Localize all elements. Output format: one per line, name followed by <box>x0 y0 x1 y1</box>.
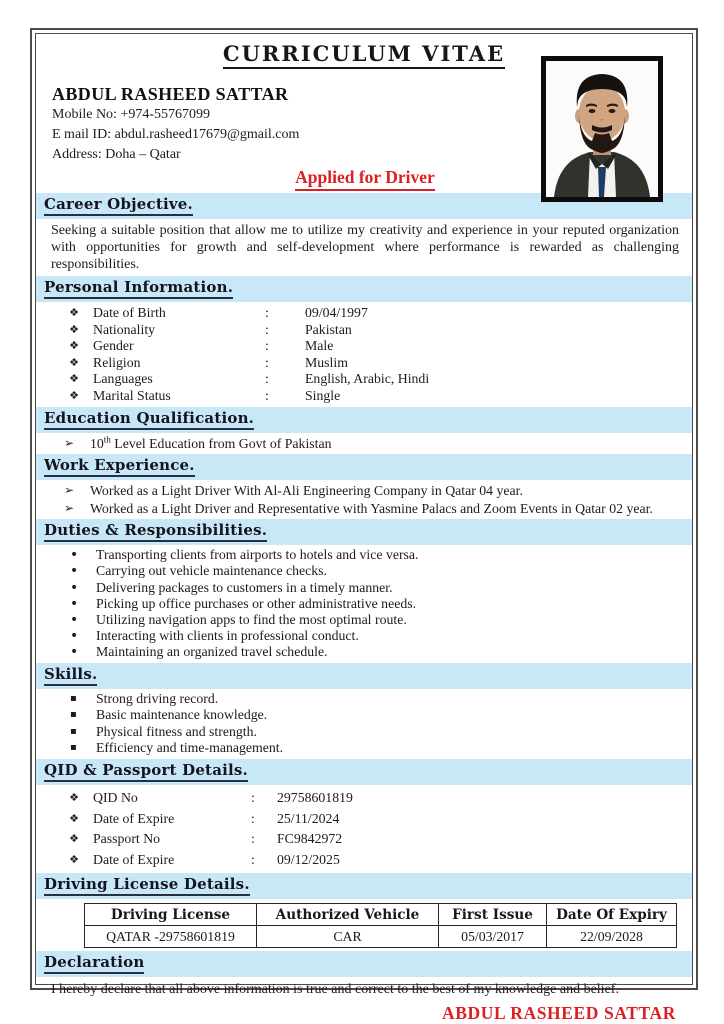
ordinal-suffix: th <box>103 434 111 445</box>
license-table-header-cell: Date Of Expiry <box>547 904 677 926</box>
license-table-cell: QATAR -29758601819 <box>85 926 257 948</box>
arrow-bullet-icon: ➢ <box>64 436 75 450</box>
colon-separator: : <box>265 305 269 320</box>
info-label: Nationality <box>93 321 156 337</box>
contact-value: +974-55767099 <box>120 107 211 122</box>
qid-passport-row <box>36 788 692 809</box>
page-title-text: CURRICULUM VITAE <box>223 41 505 69</box>
skills-list <box>36 691 692 757</box>
diamond-bullet-icon: ❖ <box>69 388 79 402</box>
diamond-bullet-icon: ❖ <box>69 306 79 319</box>
info-label: Religion <box>93 354 141 370</box>
skill-item <box>36 740 692 757</box>
education-text: 10th Level Education from Govt of Pakistan <box>90 434 332 451</box>
personal-info-row <box>36 371 692 388</box>
diamond-bullet-icon: ❖ <box>69 791 79 805</box>
info-label: Passport No <box>93 831 161 847</box>
skill-item <box>36 724 692 741</box>
license-table-header-cell: First Issue <box>439 904 547 926</box>
colon-separator: : <box>251 851 255 867</box>
section-heading-personal-information: Personal Information. <box>36 276 692 302</box>
info-label: Gender <box>93 338 134 353</box>
work-experience-text: Worked as a Light Driver With Al-Ali Engineering Company in Qatar 04 year. <box>90 483 523 499</box>
skill-text: Strong driving record. <box>96 690 219 706</box>
arrow-bullet-icon: ➢ <box>64 483 75 498</box>
contact-value: Doha – Qatar <box>105 147 181 162</box>
driving-license-table <box>84 903 677 948</box>
duty-text: Carrying out vehicle maintenance checks. <box>96 563 328 579</box>
contact-label: E mail ID: <box>52 127 112 142</box>
dot-bullet-icon: • <box>70 595 79 612</box>
section-heading-career-objective: Career Objective. <box>36 193 692 219</box>
license-table-header-cell: Driving License <box>85 904 257 926</box>
duty-text: Interacting with clients in professional conduct. <box>96 628 359 644</box>
colon-separator: : <box>251 790 255 806</box>
personal-info-row <box>36 338 692 355</box>
info-value: FC9842972 <box>277 831 343 847</box>
duty-text: Picking up office purchases or other administrative needs. <box>96 595 417 611</box>
duty-item <box>36 547 692 563</box>
qid-passport-row <box>36 809 692 830</box>
duty-item <box>36 644 692 660</box>
diamond-bullet-icon: ❖ <box>69 852 79 866</box>
colon-separator: : <box>265 371 269 386</box>
personal-info-row <box>36 355 692 372</box>
qid-passport-row <box>36 850 692 871</box>
signature-name: ABDUL RASHEED SATTAR <box>441 1003 676 1024</box>
section-heading-driving-license: Driving License Details. <box>36 873 692 899</box>
info-value: 29758601819 <box>277 790 353 806</box>
arrow-bullet-icon: ➢ <box>64 500 75 515</box>
colon-separator: : <box>251 810 255 826</box>
cv-content <box>36 34 692 1024</box>
declaration-text: I hereby declare that all above information is true and correct to the best of my knowledge and belief. <box>51 982 619 998</box>
square-bullet-icon: ▪ <box>70 709 77 721</box>
education-list <box>36 435 692 452</box>
section-heading-work-experience: Work Experience. <box>36 454 692 480</box>
duty-item <box>36 563 692 579</box>
square-bullet-icon: ▪ <box>70 725 77 737</box>
diamond-bullet-icon: ❖ <box>69 372 79 385</box>
candidate-photo <box>541 56 663 202</box>
personal-information-list <box>36 305 692 404</box>
duty-text: Delivering packages to customers in a timely manner. <box>96 579 393 595</box>
skill-text: Efficiency and time-management. <box>96 740 284 756</box>
dot-bullet-icon: • <box>70 563 79 580</box>
personal-info-row <box>36 388 692 405</box>
duty-item <box>36 612 692 628</box>
qid-passport-list <box>36 788 692 870</box>
candidate-name: ABDUL RASHEED SATTAR <box>52 84 289 104</box>
diamond-bullet-icon: ❖ <box>69 811 79 825</box>
colon-separator: : <box>265 321 269 337</box>
license-table-header-cell: Authorized Vehicle <box>257 904 439 926</box>
dot-bullet-icon: • <box>70 644 79 661</box>
license-table-data-row <box>85 926 677 948</box>
work-experience-list <box>36 482 692 517</box>
license-table-cell: CAR <box>257 926 439 948</box>
work-experience-item <box>36 482 692 499</box>
career-objective-text: Seeking a suitable position that allow me to utilize my creativity and experience in your reputed organization with opportunities for growth and self-development where performance is rewarded as challenging responsibilities. <box>51 223 679 272</box>
license-table-cell: 05/03/2017 <box>439 926 547 948</box>
info-label: QID No <box>93 790 138 806</box>
section-heading-skills: Skills. <box>36 663 692 689</box>
dot-bullet-icon: • <box>70 547 79 564</box>
info-label: Marital Status <box>93 387 171 403</box>
section-heading-duties: Duties & Responsibilities. <box>36 519 692 545</box>
license-table-cell: 22/09/2028 <box>547 926 677 948</box>
info-value: 09/04/1997 <box>305 305 368 320</box>
contact-label: Mobile No: <box>52 107 117 122</box>
diamond-bullet-icon: ❖ <box>69 355 79 369</box>
info-label: Languages <box>93 371 153 386</box>
diamond-bullet-icon: ❖ <box>69 339 79 352</box>
contact-value: abdul.rasheed17679@gmail.com <box>114 127 300 142</box>
colon-separator: : <box>265 354 269 370</box>
duty-item <box>36 628 692 644</box>
cv-page-frame <box>30 28 698 1024</box>
personal-info-row <box>36 305 692 322</box>
square-bullet-icon: ▪ <box>70 692 77 704</box>
skill-text: Basic maintenance knowledge. <box>96 707 268 723</box>
skill-text: Physical fitness and strength. <box>96 723 257 739</box>
square-bullet-icon: ▪ <box>70 742 77 754</box>
license-table-header-row <box>85 904 677 926</box>
info-value: Pakistan <box>305 321 352 337</box>
info-value: English, Arabic, Hindi <box>305 371 430 386</box>
section-heading-qid-passport: QID & Passport Details. <box>36 759 692 785</box>
colon-separator: : <box>251 831 255 847</box>
dot-bullet-icon: • <box>70 628 79 645</box>
diamond-bullet-icon: ❖ <box>69 832 79 846</box>
duty-item <box>36 596 692 612</box>
dot-bullet-icon: • <box>70 612 79 629</box>
portrait-illustration <box>546 61 658 197</box>
colon-separator: : <box>265 338 269 353</box>
section-heading-declaration: Declaration <box>36 951 692 977</box>
duties-list <box>36 547 692 660</box>
info-value: Muslim <box>305 354 348 370</box>
info-value: Single <box>305 387 341 403</box>
info-value: 25/11/2024 <box>277 810 340 826</box>
section-heading-education: Education Qualification. <box>36 407 692 433</box>
skill-item <box>36 691 692 708</box>
duty-text: Transporting clients from airports to hotels and vice versa. <box>96 547 419 563</box>
diamond-bullet-icon: ❖ <box>69 322 79 336</box>
work-experience-item <box>36 500 692 517</box>
contact-label: Address: <box>52 147 102 162</box>
personal-info-row <box>36 322 692 339</box>
info-label: Date of Birth <box>93 305 166 320</box>
duty-item <box>36 580 692 596</box>
info-value: Male <box>305 338 334 353</box>
cv-page-inner <box>35 33 693 1024</box>
info-label: Date of Expire <box>93 810 175 826</box>
qid-passport-row <box>36 829 692 850</box>
duty-text: Utilizing navigation apps to find the most optimal route. <box>96 612 407 628</box>
duty-text: Maintaining an organized travel schedule. <box>96 644 328 660</box>
skill-item <box>36 707 692 724</box>
education-item <box>36 435 692 452</box>
colon-separator: : <box>265 387 269 403</box>
work-experience-text: Worked as a Light Driver and Representative with Yasmine Palacs and Zoom Events in Qatar 02 year. <box>90 500 653 516</box>
dot-bullet-icon: • <box>70 579 79 596</box>
info-value: 09/12/2025 <box>277 851 340 867</box>
info-label: Date of Expire <box>93 851 175 867</box>
applied-for: Applied for Driver <box>52 167 678 191</box>
